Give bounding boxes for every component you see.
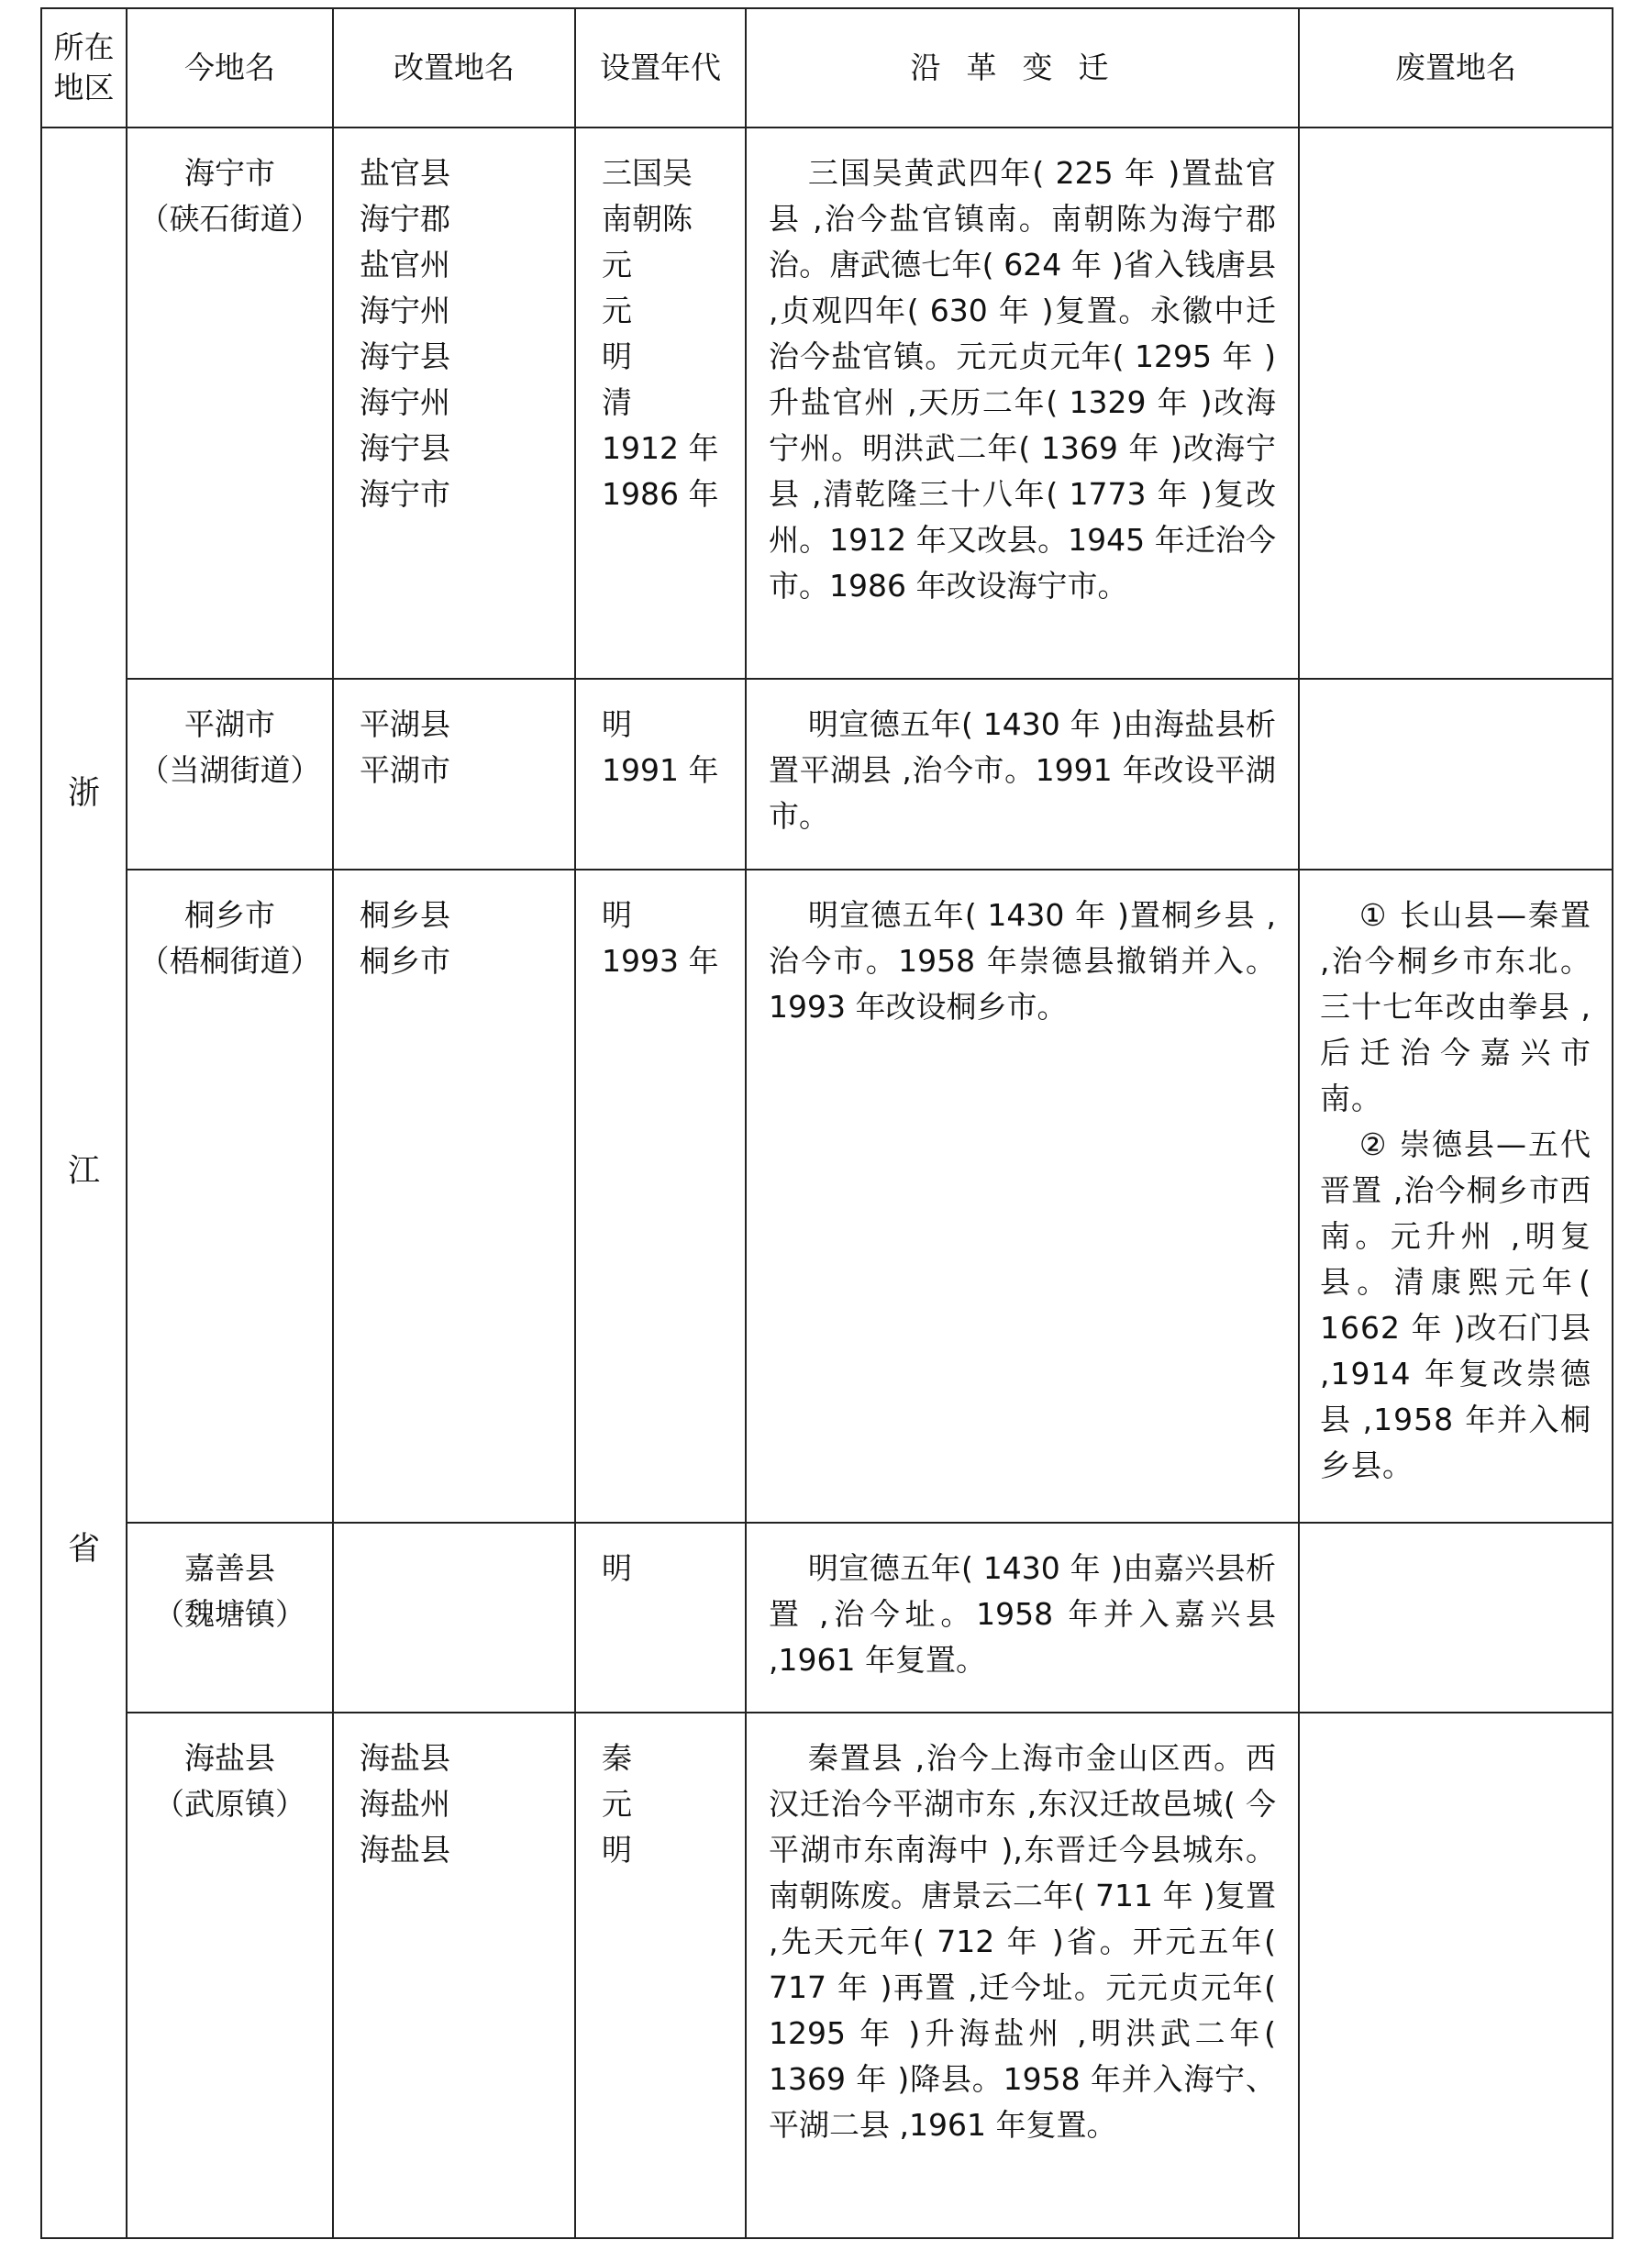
header-modern-name: 今地名 [127,8,333,128]
modern-seat: （魏塘镇） [154,1596,305,1632]
gazetteer-table [40,7,1613,2239]
modern-name: 海盐县 [184,1740,275,1776]
renamed-names-cell: 海盐县 海盐州 海盐县 [333,1713,575,2238]
established-eras-cell: 明 1993 年 [575,870,746,1523]
modern-seat: （当湖街道） [139,752,321,788]
abolished-cell [1299,870,1613,1523]
abolished-cell [1299,1523,1613,1713]
evolution-text: 秦置县 ,治今上海市金山区西。西汉迁治今平湖市东 ,东汉迁故邑城( 今平湖市东南海中 ),东晋迁今县城东。南朝陈废。唐景云二年( 711 年 )复置 ,先天元年( 712 年 )省。开元五年( 717 年 )再置 ,迁今址。元元贞元年( 1295 年 )升海盐州 ,明洪武二年( 1369 年 )降县。1958 年并入海宁、平湖二县 ,1961 年复置。 [769,1740,1276,2143]
abolished-entry: ② 崇德县—五代晋置 ,治今桐乡市西南。元升州 ,明复县。清康熙元年( 1662 年 )改石门县 ,1914 年复改崇德县 ,1958 年并入桐乡县。 [1320,1126,1591,1483]
modern-seat: （武原镇） [154,1786,305,1822]
modern-name-cell [127,1713,333,2238]
region-char: 江 [67,1153,100,1190]
region-cell [41,128,127,2238]
table-row [41,1523,1613,1713]
renamed-names-cell: 桐乡县 桐乡市 [333,870,575,1523]
abolished-cell [1299,128,1613,679]
region-char: 省 [67,1531,100,1568]
established-eras-cell: 三国吴 南朝陈 元 元 明 清 1912 年 1986 年 [575,128,746,679]
region-char: 浙 [67,775,100,812]
table-row [41,870,1613,1523]
modern-name: 平湖市 [184,706,275,742]
modern-name: 海宁市 [184,155,275,191]
modern-name-cell [127,1523,333,1713]
abolished-entry: ① 长山县—秦置 ,治今桐乡市东北。三十七年改由拳县 ,后迁治今嘉兴市南。 [1320,897,1591,1116]
header-region: 所在 地区 [41,8,127,128]
renamed-names-cell: 盐官县 海宁郡 盐官州 海宁州 海宁县 海宁州 海宁县 海宁市 [333,128,575,679]
modern-name-cell [127,870,333,1523]
header-abolished-name: 废置地名 [1299,8,1613,128]
evolution-cell [746,1713,1299,2238]
table-row [41,128,1613,679]
evolution-cell [746,1523,1299,1713]
evolution-text: 明宣德五年( 1430 年 )由嘉兴县析置 ,治今址。1958 年并入嘉兴县 ,1961 年复置。 [769,1550,1276,1678]
evolution-cell [746,870,1299,1523]
evolution-text: 明宣德五年( 1430 年 )由海盐县析置平湖县 ,治今市。1991 年改设平湖市。 [769,706,1276,834]
abolished-cell [1299,679,1613,870]
evolution-text: 明宣德五年( 1430 年 )置桐乡县 ,治今市。1958 年崇德县撤销并入。1993 年改设桐乡市。 [769,897,1276,1025]
header-evolution: 沿革变迁 [746,8,1299,128]
header-row [41,8,1613,128]
established-eras-cell: 明 1991 年 [575,679,746,870]
evolution-text: 三国吴黄武四年( 225 年 )置盐官县 ,治今盐官镇南。南朝陈为海宁郡治。唐武德七年( 624 年 )省入钱唐县 ,贞观四年( 630 年 )复置。永徽中迁治今盐官镇。元元贞元年( 1295 年 )升盐官州 ,天历二年( 1329 年 )改海宁州。明洪武二年( 1369 年 )改海宁县 ,清乾隆三十八年( 1773 年 )复改州。1912 年又改县。1945 年迁治今市。1986 年改设海宁市。 [769,155,1276,604]
modern-name-cell [127,679,333,870]
renamed-names-cell: 平湖县 平湖市 [333,679,575,870]
established-eras-cell: 秦 元 明 [575,1713,746,2238]
header-renamed-name: 改置地名 [333,8,575,128]
evolution-cell [746,679,1299,870]
modern-seat: （硖石街道） [139,201,321,237]
table-row [41,679,1613,870]
established-eras-cell: 明 [575,1523,746,1713]
table-row [41,1713,1613,2238]
abolished-cell [1299,1713,1613,2238]
modern-name: 桐乡市 [184,897,275,933]
modern-name: 嘉善县 [184,1550,275,1586]
header-established-era: 设置年代 [575,8,746,128]
evolution-cell [746,128,1299,679]
modern-name-cell [127,128,333,679]
modern-seat: （梧桐街道） [139,943,321,979]
renamed-names-cell [333,1523,575,1713]
